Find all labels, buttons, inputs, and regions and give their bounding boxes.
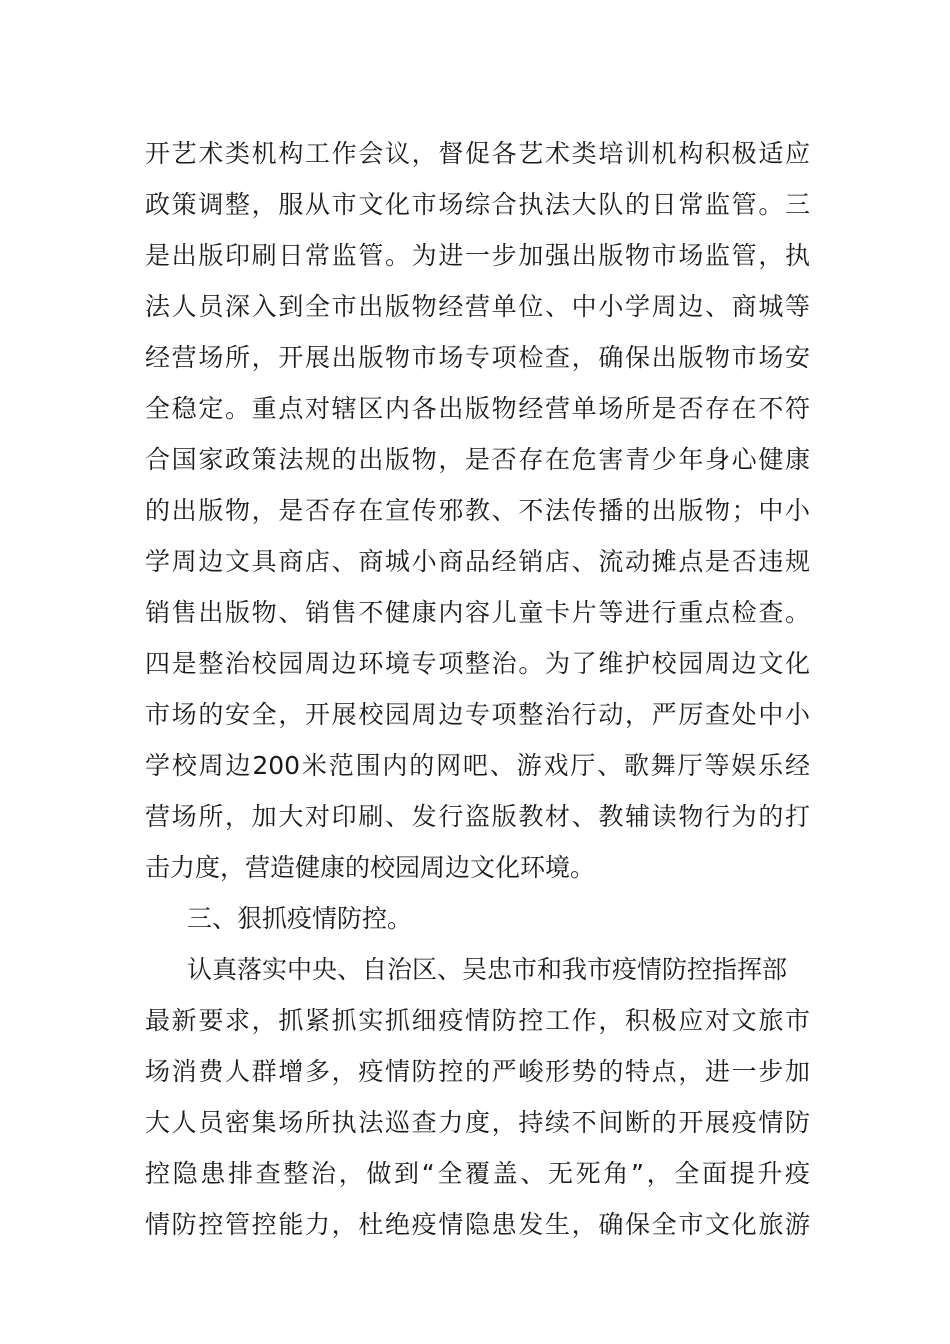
text-line: 四是整治校园周边环境专项整治。为了维护校园周边文化 [145, 649, 810, 678]
text-line: 合国家政策法规的出版物，是否存在危害青少年身心健康 [145, 445, 810, 474]
text-line: 情防控管控能力，杜绝疫情隐患发生，确保全市文化旅游 [145, 1210, 810, 1239]
text-line: 经营场所，开展出版物市场专项检查，确保出版物市场安 [145, 343, 810, 372]
text-line: 击力度，营造健康的校园周边文化环境。 [145, 853, 596, 882]
section-heading: 三、狠抓疫情防控。 [187, 904, 413, 933]
text-line: 控隐患排查整治，做到“全覆盖、无死角”，全面提升疫 [145, 1159, 810, 1188]
text-line: 学周边文具商店、商城小商品经销店、流动摊点是否违规 [145, 547, 810, 576]
text-line: 学校周边200米范围内的网吧、游戏厅、歌舞厅等娱乐经 [145, 751, 810, 780]
text-line: 场消费人群增多，疫情防控的严峻形势的特点，进一步加 [145, 1057, 810, 1086]
text-line: 市场的安全，开展校园周边专项整治行动，严厉查处中小 [145, 700, 810, 729]
text-line: 开艺术类机构工作会议，督促各艺术类培训机构积极适应 [145, 139, 810, 168]
text-line: 的出版物，是否存在宣传邪教、不法传播的出版物；中小 [145, 496, 810, 525]
text-line: 认真落实中央、自治区、吴忠市和我市疫情防控指挥部 [187, 955, 788, 984]
text-line: 政策调整，服从市文化市场综合执法大队的日常监管。三 [145, 190, 810, 219]
text-line: 营场所，加大对印刷、发行盗版教材、教辅读物行为的打 [145, 802, 810, 831]
text-line: 全稳定。重点对辖区内各出版物经营单场所是否存在不符 [145, 394, 810, 423]
text-line: 大人员密集场所执法巡查力度，持续不间断的开展疫情防 [145, 1108, 810, 1137]
body-text [145, 128, 810, 1250]
text-line: 是出版印刷日常监管。为进一步加强出版物市场监管，执 [145, 241, 810, 270]
text-line: 销售出版物、销售不健康内容儿童卡片等进行重点检查。 [145, 598, 810, 627]
text-line: 法人员深入到全市出版物经营单位、中小学周边、商城等 [145, 292, 810, 321]
text-line: 最新要求，抓紧抓实抓细疫情防控工作，积极应对文旅市 [145, 1006, 810, 1035]
